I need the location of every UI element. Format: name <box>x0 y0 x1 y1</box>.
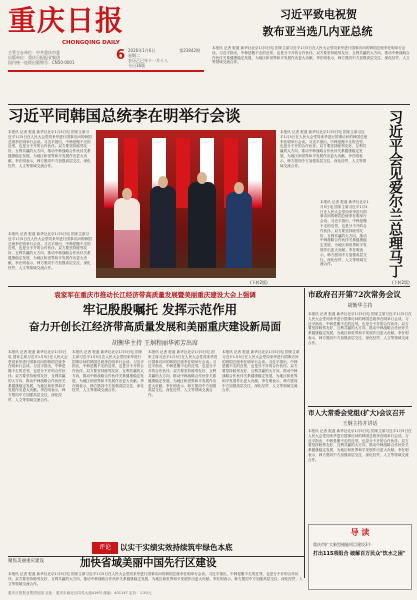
top-right-title: 习近平致电祝贺 <box>280 8 357 21</box>
meta-line: 星期二 <box>128 53 140 58</box>
flag-korea <box>104 138 118 208</box>
side-jump: (下转2版) <box>392 280 410 285</box>
side-body: 本报讯 记者 报道 新华社北京1月5日电 国家主席习近平1月5日在人民大会堂同来华进行国事访问的韩国总统李在明举行会谈。习近平指出，中韩是搬不走的近邻，也是分不开的合作伙伴。双方要坚持睦邻友好、互利共赢的大方向，推动中韩战略合作伙伴关系健康稳定发展，为地区和世界和平发展作出更大贡献。李在明表示，韩方愿同中方加强高层交往，深化经贸、人文等领域交流合作。 <box>320 200 369 267</box>
meta-line: 国内统一连续出版物号：CN50-0001 <box>8 60 75 65</box>
main-byline: 胡衡华主持 王炯程丽华郭芳出席 <box>112 340 198 347</box>
right-story2-body: 本报讯 记者 报道 新华社北京1月5日电 国家主席习近平1月5日在人民大会堂同来华进行国事访问的韩国总统李在明举行会谈。习近平指出，中韩是搬不走的近邻，也是分不开的合作伙伴。双方要坚持睦邻友好、互利共赢的大方向，推动中韩战略合作伙伴关系健康稳定发展，为地区和世界和平发展作出更大贡献。李在明表示，韩方愿同中方加强高层交往，深化经贸、人文等领域交流合作。 <box>308 429 412 462</box>
issue-day: 6 <box>116 48 126 63</box>
masthead-rule <box>8 70 204 72</box>
right-story1-byline: 胡衡华主持 <box>347 303 373 309</box>
footer-text: 重庆日报报业集团出版 社址：重庆市渝北区同茂大道416号 邮编：401147 定价：1.50元 <box>8 591 152 595</box>
right-story2-byline: 王炯主持并讲话 <box>342 421 378 427</box>
meta-line: 主管主办单位：中共重庆市委 <box>8 50 60 55</box>
bottom-headline: 加快省域美丽中国先行区建设 <box>80 557 217 569</box>
commentary-title: 以实干实绩实效持续筑牢绿色本底 <box>120 543 233 552</box>
guide-title: 导 读 <box>350 528 370 537</box>
person-figure <box>188 182 216 278</box>
right-story1-headline: 市政府召开第72次常务会议 <box>308 290 401 299</box>
person-head <box>158 176 168 188</box>
edition-tag: 第23842期 <box>179 48 200 53</box>
side-headline: 习近平会见爱尔兰总理马丁 <box>387 110 403 278</box>
meta-line: 农历乙巳年十一月十八 <box>128 58 168 63</box>
column-divider <box>304 288 305 578</box>
main-headline-2: 奋力开创长江经济带高质量发展和美丽重庆建设新局面 <box>29 321 281 333</box>
person-figure <box>150 186 176 278</box>
main-body-col-4: 本报讯 记者 报道 新华社北京1月5日电 国家主席习近平1月5日在人民大会堂同来华进行国事访问的韩国总统李在明举行会谈。习近平指出，中韩是搬不走的近邻，也是分不开的合作伙伴。双方要坚持睦邻友好、互利共赢的大方向，推动中韩战略合作伙伴关系健康稳定发展，为地区和世界和平发展作出更大贡献。李在明表示，韩方愿同中方加强高层交往，深化经贸、人文等领域交流合作。 <box>222 350 300 393</box>
section-rule <box>8 286 410 287</box>
masthead-sub: CHONGQING DAILY <box>62 40 120 46</box>
guide-item[interactable]: 重庆市扩大新型储能项目建设3个 <box>313 542 372 547</box>
right-story2-headline: 市人大常委会党组(扩大)会议召开 <box>308 409 406 417</box>
person-head <box>234 182 244 194</box>
meta-line: 今日16版 <box>128 63 146 68</box>
main-body-col-3: 本报讯 记者 报道 新华社北京1月5日电 国家主席习近平1月5日在人民大会堂同来华进行国事访问的韩国总统李在明举行会谈。习近平指出，中韩是搬不走的近邻，也是分不开的合作伙伴。双方要坚持睦邻友好、互利共赢的大方向，推动中韩战略合作伙伴关系健康稳定发展，为地区和世界和平发展作出更大贡献。李在明表示，韩方愿同中方加强高层交往，深化经贸、人文等领域交流合作。 <box>148 350 218 398</box>
guide-item[interactable]: 打出115项组合 破解百万民众"饮水之困" <box>313 550 406 557</box>
main-kicker: 袁家军在重庆市推动长江经济带高质量发展暨美丽重庆建设大会上强调 <box>54 291 256 299</box>
floor <box>96 268 276 278</box>
meta-line: 出版单位：重庆日报报业集团 <box>8 55 60 60</box>
lead-headline: 习近平同韩国总统李在明举行会谈 <box>8 106 241 125</box>
person-head <box>122 188 132 200</box>
person-figure <box>226 192 252 278</box>
top-right-body: 本报讯 记者 报道 新华社北京1月5日电 国家主席习近平1月5日在人民大会堂同来华进行国事访问的韩国总统李在明举行会谈。习近平指出，中韩是搬不走的近邻，也是分不开的合作伙伴。双方要坚持睦邻友好、互利共赢的大方向，推动中韩战略合作伙伴关系健康稳定发展，为地区和世界和平发展作出更大贡献。李在明表示，韩方愿同中方加强高层交往，深化经贸、人文等领域交流合作。 <box>212 46 410 65</box>
main-body-col-2: 本报讯 记者 报道 新华社北京1月5日电 国家主席习近平1月5日在人民大会堂同来华进行国事访问的韩国总统李在明举行会谈。习近平指出，中韩是搬不走的近邻，也是分不开的合作伙伴。双方要坚持睦邻友好、互利共赢的大方向，推动中韩战略合作伙伴关系健康稳定发展，为地区和世界和平发展作出更大贡献。李在明表示，韩方愿同中方加强高层交往，深化经贸、人文等领域交流合作。 <box>72 350 144 393</box>
person-head <box>197 172 207 184</box>
guide-box <box>308 524 412 590</box>
right-story1-body: 本报讯 记者 报道 新华社北京1月5日电 国家主席习近平1月5日在人民大会堂同来华进行国事访问的韩国总统李在明举行会谈。习近平指出，中韩是搬不走的近邻，也是分不开的合作伙伴。双方要坚持睦邻友好、互利共赢的大方向，推动中韩战略合作伙伴关系健康稳定发展，为地区和世界和平发展作出更大贡献。李在明表示，韩方愿同中方加强高层交往，深化经贸、人文等领域交流合作。 <box>308 312 412 345</box>
masthead-title: 重庆日报 <box>8 4 125 37</box>
person-figure <box>114 198 140 278</box>
section-rule <box>8 104 410 105</box>
masthead-meta-left <box>8 50 112 65</box>
section-rule <box>308 406 412 407</box>
commentary-label: 评论 <box>92 542 118 554</box>
meta-line: 2026年1月6日 <box>128 48 156 53</box>
main-body-col-1: 本报讯 记者 报道 新华社北京1月5日电 国家主席习近平1月5日在人民大会堂同来华进行国事访问的韩国总统李在明举行会谈。习近平指出，中韩是搬不走的近邻，也是分不开的合作伙伴。双方要坚持睦邻友好、互利共赢的大方向，推动中韩战略合作伙伴关系健康稳定发展，为地区和世界和平发展作出更大贡献。李在明表示，韩方愿同中方加强高层交往，深化经贸、人文等领域交流合作。 <box>8 350 68 402</box>
bottom-body: 本报讯 记者 报道 新华社北京1月5日电 国家主席习近平1月5日在人民大会堂同来华进行国事访问的韩国总统李在明举行会谈。习近平指出，中韩是搬不走的近邻，也是分不开的合作伙伴。双方要坚持睦邻友好、互利共赢的大方向，推动中韩战略合作伙伴关系健康稳定发展，为地区和世界和平发展作出更大贡献。李在明表示，韩方愿同中方加强高层交往，深化经贸、人文等领域交流合作。 <box>8 572 303 586</box>
bottom-section-tag: 聚焦美丽重庆建设 <box>8 559 44 564</box>
lead-photo <box>96 130 276 278</box>
main-headline-1: 牢记殷殷嘱托 发挥示范作用 <box>82 302 238 317</box>
lead-body-col-2: 本报讯 记者 报道 新华社北京1月5日电 国家主席习近平1月5日在人民大会堂同来华进行国事访问的韩国总统李在明举行会谈。习近平指出，中韩是搬不走的近邻，也是分不开的合作伙伴。双方要坚持睦邻友好、互利共赢的大方向，推动中韩战略合作伙伴关系健康稳定发展，为地区和世界和平发展作出更大贡献。李在明表示，韩方愿同中方加强高层交往，深化经贸、人文等领域交流合作。 <box>280 130 368 168</box>
lead-jump: (下转2版) <box>250 280 268 285</box>
lead-body-col-1b: 本报讯 记者 报道 新华社北京1月5日电 国家主席习近平1月5日在人民大会堂同来华进行国事访问的韩国总统李在明举行会谈。习近平指出，中韩是搬不走的近邻，也是分不开的合作伙伴。双方要坚持睦邻友好、互利共赢的大方向，推动中韩战略合作伙伴关系健康稳定发展，为地区和世界和平发展作出更大贡献。李在明表示，韩方愿同中方加强高层交往，深化经贸、人文等领域交流合作。 <box>8 232 92 270</box>
lead-body-col-1: 本报讯 记者 报道 新华社北京1月5日电 国家主席习近平1月5日在人民大会堂同来华进行国事访问的韩国总统李在明举行会谈。习近平指出，中韩是搬不走的近邻，也是分不开的合作伙伴。双方要坚持睦邻友好、互利共赢的大方向，推动中韩战略合作伙伴关系健康稳定发展，为地区和世界和平发展作出更大贡献。李在明表示，韩方愿同中方加强高层交往，深化经贸、人文等领域交流合作。 <box>8 130 92 168</box>
top-right-subtitle: 敦布亚当选几内亚总统 <box>262 25 373 38</box>
